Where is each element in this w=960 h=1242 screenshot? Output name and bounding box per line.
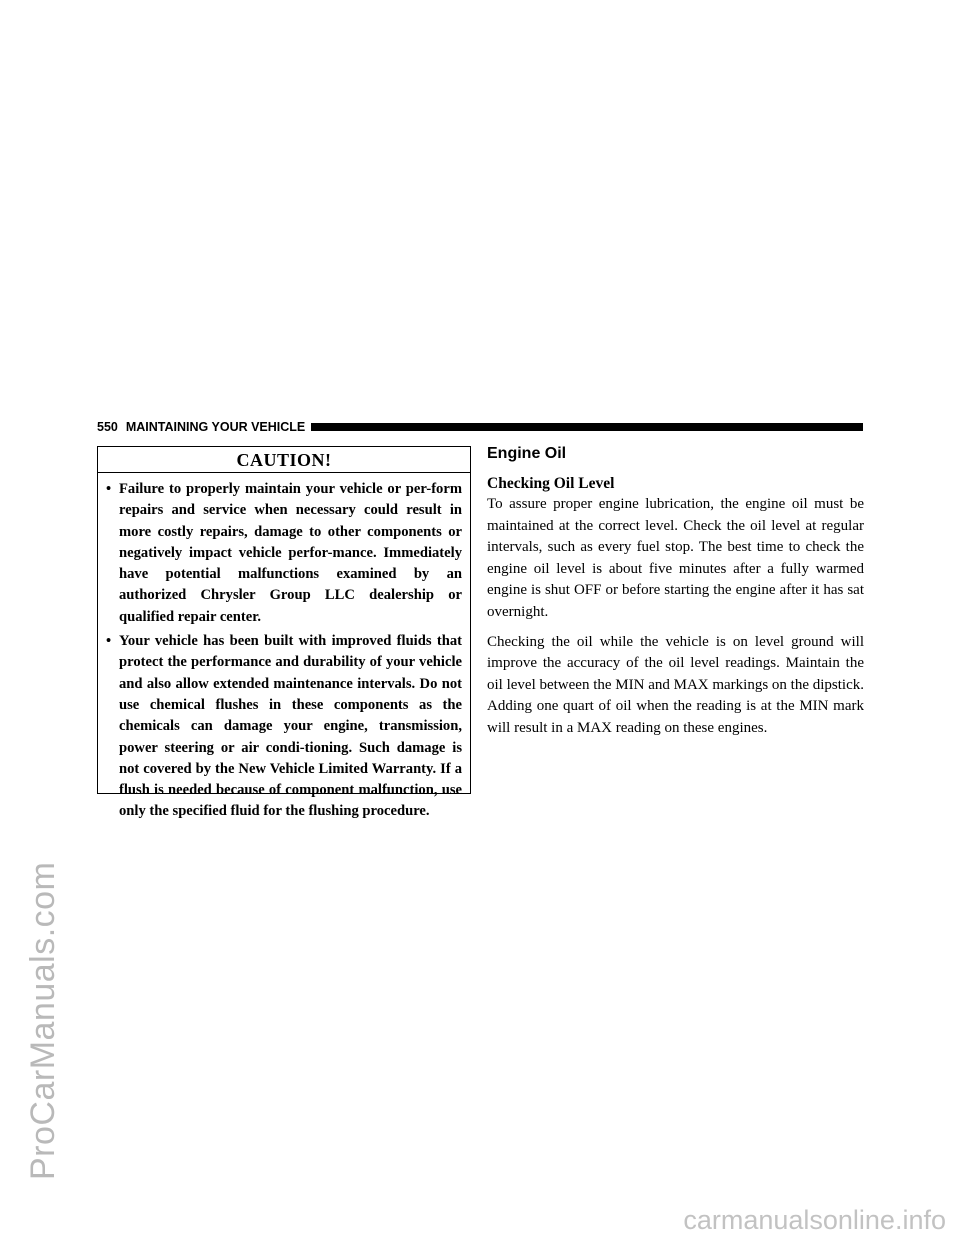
- bottom-watermark: carmanualsonline.info: [683, 1205, 946, 1235]
- body-paragraph: Checking the oil while the vehicle is on level ground will improve the accuracy of the oil level readings. Maintain the oil level between the MIN and MAX markings on the dipstick. Adding one quart of oil when the reading is at the MIN mark will result in a MAX reading on these engines.: [487, 633, 865, 736]
- page-number: 550: [97, 420, 118, 434]
- caution-list: [98, 473, 470, 823]
- bullet-icon: •: [106, 633, 112, 650]
- header-rule: [311, 423, 863, 431]
- subsection-heading: Checking Oil Level: [487, 475, 615, 492]
- bullet-icon: •: [106, 481, 112, 497]
- section-title: MAINTAINING YOUR VEHICLE: [125, 420, 306, 434]
- caution-item-text: Your vehicle has been built with improved fluids that protect the performance and durability of your vehicle and also allow extended maintenance intervals. Do not use chemical flushes in these components as the chemicals can damage your engine, transmission, power steering or air condi-tioning. Such damage is not covered by the New Vehicle Limited Warranty. If a flush is needed because of component malfunction, use only the specified fluid for the flushing procedure.: [119, 633, 462, 820]
- caution-box: [97, 446, 471, 820]
- body-paragraph: To assure proper engine lubrication, the engine oil must be maintained at the correct level. Check the oil level at regular intervals, such as every fuel stop. The best time to check the engine oil level is about five minutes after a fully warmed engine is shut OFF or before starting the engine after it has sat overnight.: [487, 496, 864, 620]
- side-watermark: ProCarManuals.com: [24, 861, 62, 1180]
- caution-item: [106, 479, 462, 628]
- engine-oil-section: [487, 444, 864, 740]
- section-heading: Engine Oil: [487, 445, 567, 462]
- caution-item-text: Failure to properly maintain your vehicle or per-form repairs and service when necessary could result in more costly repairs, damage to other components or negatively impact vehicle perfor-mance. Immediately have potential malfunctions examined by an authorized Chrysler Group LLC dealership or qualified repair center.: [119, 481, 462, 625]
- page-header: [97, 419, 863, 435]
- caution-title: CAUTION!: [98, 447, 470, 473]
- caution-item: [106, 631, 462, 823]
